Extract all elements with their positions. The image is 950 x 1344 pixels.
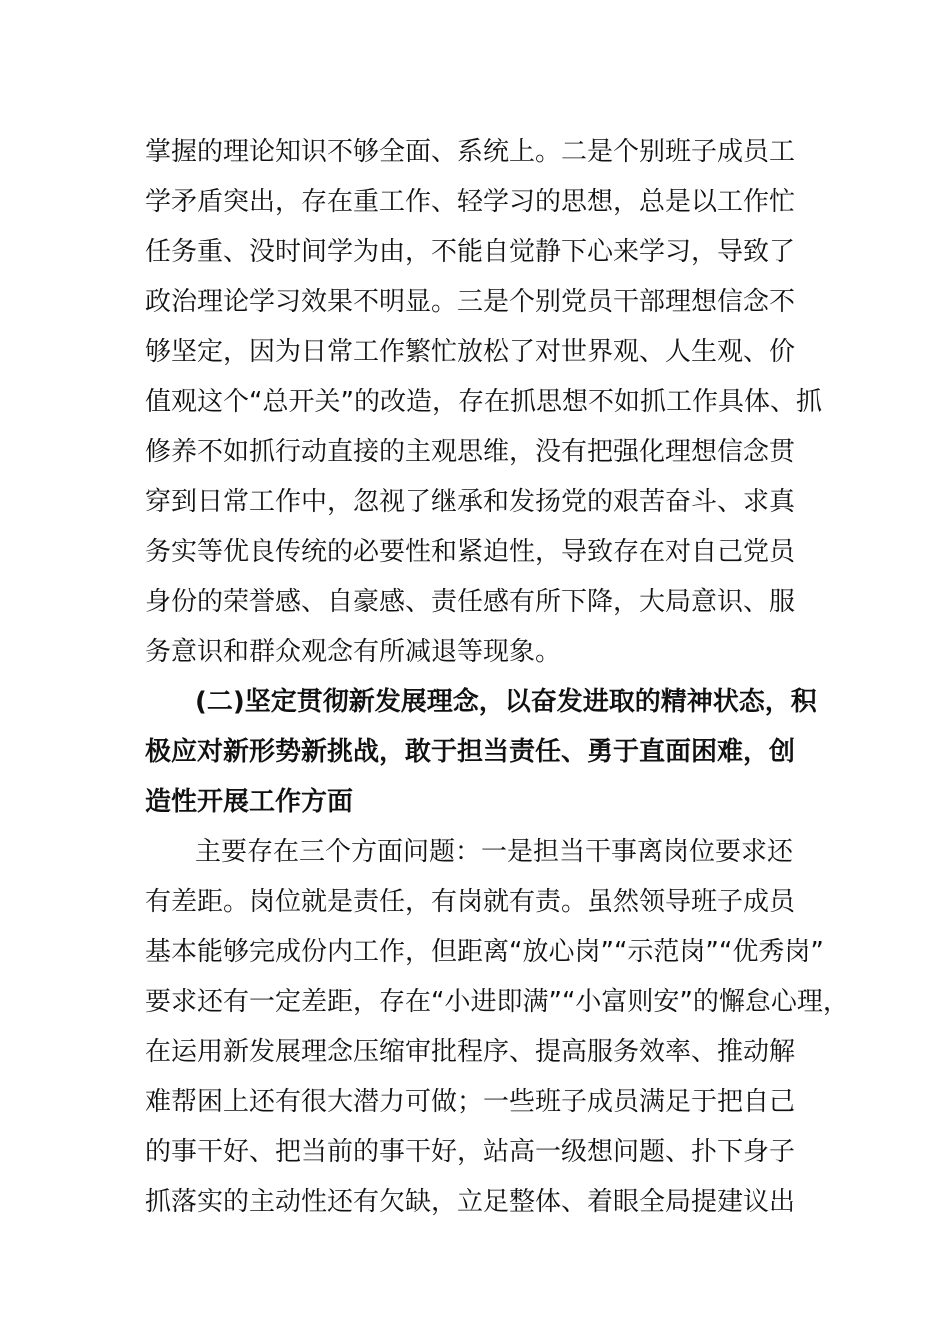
paragraph-1-line-4: 政治理论学习效果不明显。三是个别党员干部理想信念不 (145, 287, 796, 317)
paragraph-1-line-8: 穿到日常工作中，忽视了继承和发扬党的艰苦奋斗、求真 (145, 487, 796, 517)
paragraph-2-line-8: 抓落实的主动性还有欠缺，立足整体、着眼全局提建议出 (145, 1187, 796, 1217)
paragraph-2-line-5: 在运用新发展理念压缩审批程序、提高服务效率、推动解 (145, 1037, 796, 1067)
paragraph-2-line-1: 主要存在三个方面问题：一是担当干事离岗位要求还 (195, 837, 794, 867)
paragraph-1-line-3: 任务重、没时间学为由，不能自觉静下心来学习，导致了 (145, 237, 796, 267)
section-heading-line-1: (二)坚定贯彻新发展理念，以奋发进取的精神状态，积 (195, 687, 817, 717)
paragraph-1-line-5: 够坚定，因为日常工作繁忙放松了对世界观、人生观、价 (145, 337, 796, 367)
paragraph-1-line-11: 务意识和群众观念有所减退等现象。 (145, 637, 562, 667)
paragraph-2-line-3: 基本能够完成份内工作，但距离“放心岗”“示范岗”“优秀岗” (145, 937, 824, 967)
paragraph-1-line-10: 身份的荣誉感、自豪感、责任感有所下降，大局意识、服 (145, 587, 796, 617)
paragraph-1-line-6: 值观这个“总开关”的改造，存在抓思想不如抓工作具体、抓 (145, 387, 822, 417)
section-heading-line-3: 造性开展工作方面 (145, 787, 354, 817)
paragraph-1-line-7: 修养不如抓行动直接的主观思维，没有把强化理想信念贯 (145, 437, 796, 467)
paragraph-2-line-6: 难帮困上还有很大潜力可做；一些班子成员满足于把自己 (145, 1087, 796, 1117)
section-heading-line-2: 极应对新形势新挑战，敢于担当责任、勇于直面困难，创 (145, 737, 796, 767)
paragraph-2-line-2: 有差距。岗位就是责任，有岗就有责。虽然领导班子成员 (145, 887, 796, 917)
paragraph-2-line-4: 要求还有一定差距，存在“小进即满”“小富则安”的懈怠心理， (145, 987, 849, 1017)
paragraph-1-line-9: 务实等优良传统的必要性和紧迫性，导致存在对自己党员 (145, 537, 796, 567)
paragraph-2-line-7: 的事干好、把当前的事干好，站高一级想问题、扑下身子 (145, 1137, 796, 1167)
paragraph-1-line-1: 掌握的理论知识不够全面、系统上。二是个别班子成员工 (145, 137, 796, 167)
paragraph-1-line-2: 学矛盾突出，存在重工作、轻学习的思想，总是以工作忙 (145, 187, 796, 217)
